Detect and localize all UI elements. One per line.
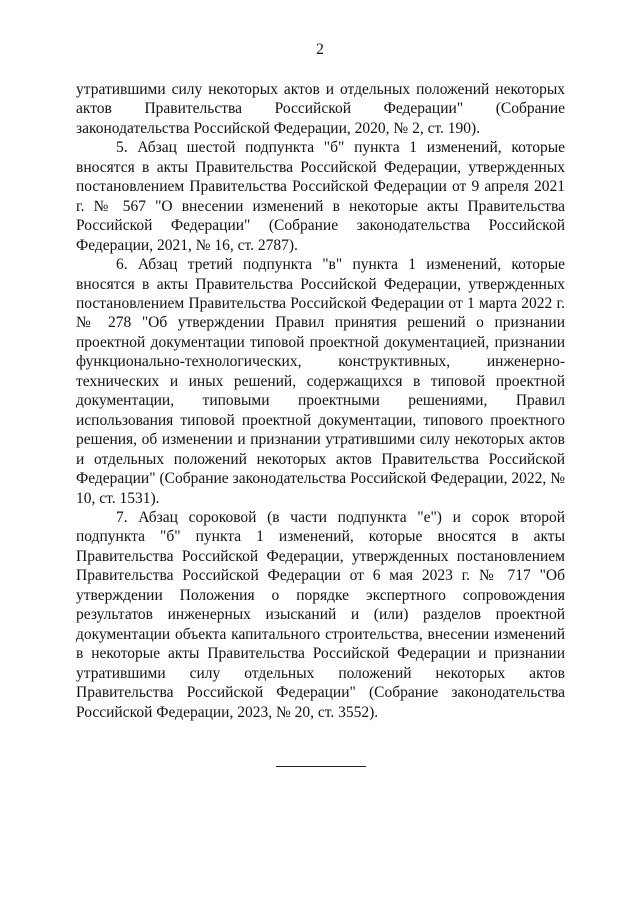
paragraph-item-6: 6. Абзац третий подпункта "в" пункта 1 изменений, которые вносятся в акты Правительства Российской Федерации, утвержденных постановлением Правительства Российской Федерации от 1 марта 2022 г. № 278 "Об утверждении Правил принятия решений о признании проектной документации типовой проектной документацией, признании функционально-технологических, конструктивных, инженерно-технических и иных решений, содержащихся в типовой проектной документации, типовыми проектными решениями, Правил использования типовой проектной документации, типового проектного решения, об изменении и признании утратившими силу некоторых актов и отдельных положений некоторых актов Правительства Российской Федерации" (Собрание законодательства Российской Федерации, 2022, № 10, ст. 1531). [76,256,565,507]
paragraph-item-5: 5. Абзац шестой подпункта "б" пункта 1 изменений, которые вносятся в акты Правительства Российской Федерации, утвержденных постановлением Правительства Российской Федерации от 9 апреля 2021 г. № 567 "О внесении изменений в некоторые акты Правительства Российской Федерации" (Собрание законодательства Российской Федерации, 2021, № 16, ст. 2787). [76,139,565,254]
paragraph-item-7: 7. Абзац сороковой (в части подпункта "е") и сорок второй подпункта "б" пункта 1 изменений, которые вносятся в акты Правительства Российской Федерации, утвержденных постановлением Правительства Российской Федерации от 6 мая 2023 г. № 717 "Об утверждении Положения о порядке экспертного сопровождения результатов инженерных изысканий и (или) разделов проектной документации объекта капитального строительства, внесении изменений в некоторые акты Правительства Российской Федерации и признании утратившими силу отдельных положений некоторых актов Правительства Российской Федерации" (Собрание законодательства Российской Федерации, 2023, № 20, ст. 3552). [76,508,565,721]
page-number: 2 [316,41,324,58]
paragraph-continuation: утратившими силу некоторых актов и отдельных положений некоторых актов Правительства Российской Федерации" (Собрание законодательства Российской Федерации, 2020, № 2, ст. 190). [76,81,565,137]
end-separator-line [276,766,366,767]
document-body [76,80,565,722]
